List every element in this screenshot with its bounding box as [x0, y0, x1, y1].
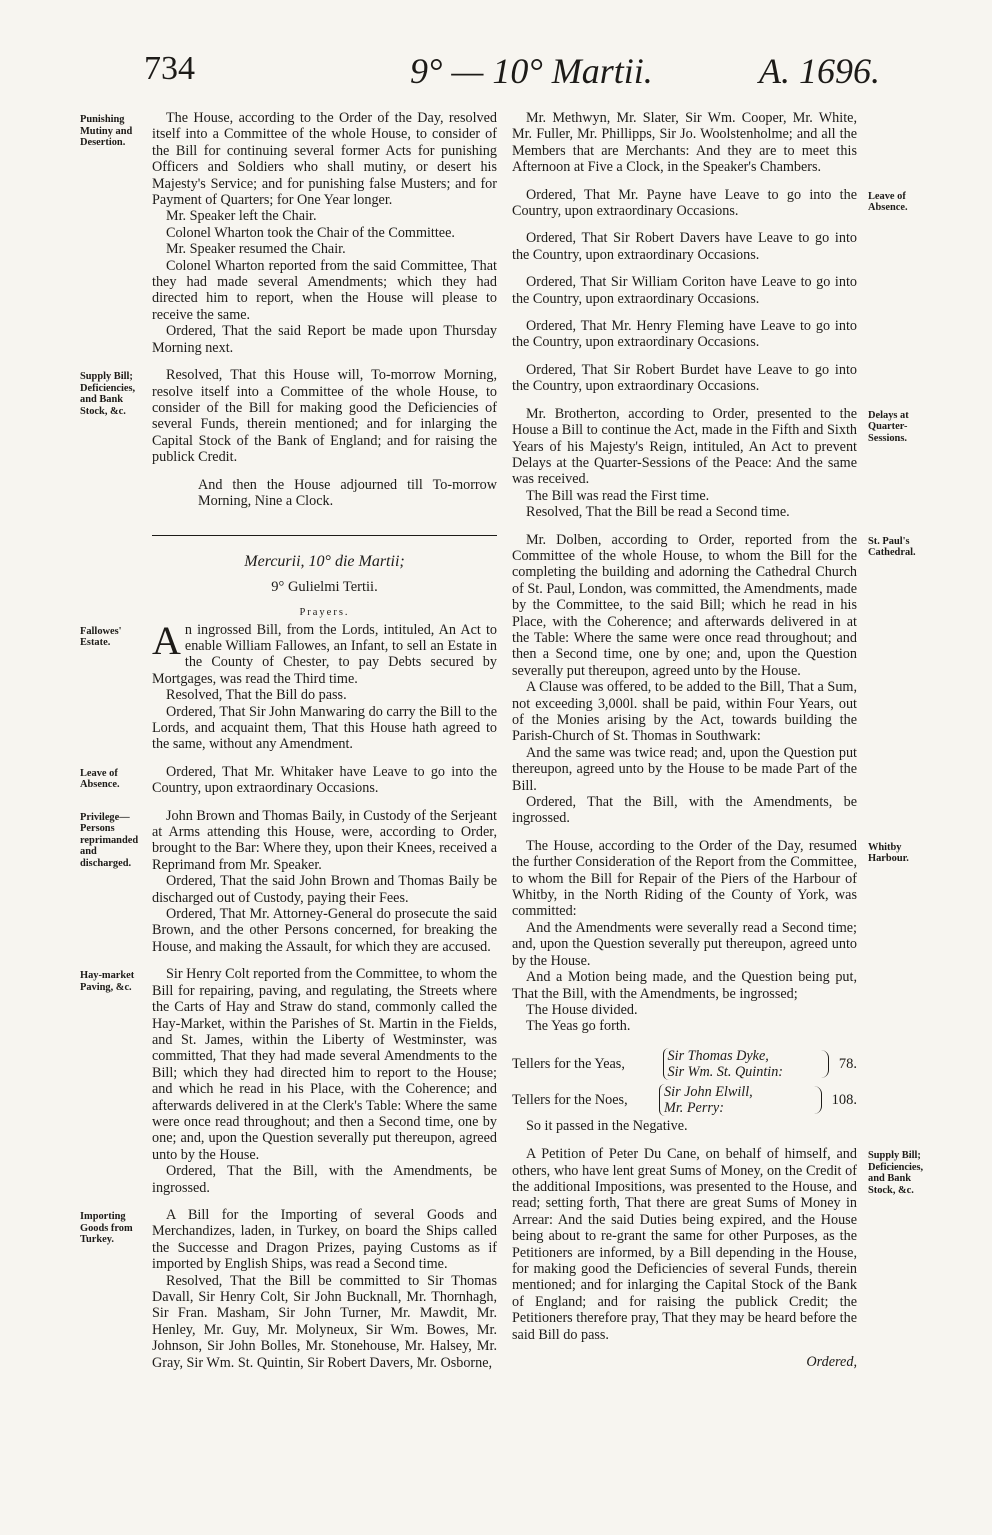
- entry-paragraph: Ordered, That the said John Brown and Thomas Baily be discharged out of Custody, paying their Fees.: [152, 873, 497, 906]
- entry-paragraph: The House, according to the Order of the Day, resumed the further Consideration of the Report from the Committee, to whom the Bill for Repair of the Piers of the Harbour of Whitby, in the North Riding of the County of York, was committed:: [512, 837, 857, 920]
- tellers-label: Tellers for the Yeas,: [512, 1055, 625, 1072]
- entry-paragraph: The House, according to the Order of the Day, resolved itself into a Committee of the whole House, to consider of the Bill for continuing several former Acts for punishing Officers and Soldiers who shall mutiny, or desert his Majesty's Service; and for punishing false Musters; and for Payment of Quarters; for One Year longer.: [152, 110, 497, 209]
- entry-paragraph: A Clause was offered, to be added to the Bill, That a Sum, not exceeding 3,000l. shall be paid, within Four Years, out of the Monies arising by the Act, towards building the Parish-Church of St. Thomas in Southwark:: [512, 679, 857, 745]
- tellers-yeas: [512, 1046, 857, 1082]
- entry-paragraph: An ingrossed Bill, from the Lords, intituled, An Act to enable William Fallowes, an Infant, to sell an Estate in the County of Chester, to pay Debts secured by Mortgages, was read the Third time.: [152, 617, 497, 687]
- page-date: 9° — 10° Martii.: [410, 51, 653, 91]
- margin-note: Importing Goods from Turkey.: [80, 1210, 133, 1246]
- entry-paragraph: A Bill for the Importing of several Goods and Merchandizes, laden, in Turkey, on board the Ships called the Successe and Dragon Prizes, paying Customs as if imported by English Ships, was read a Second time.: [152, 1206, 497, 1273]
- entry-paragraph: John Brown and Thomas Baily, in Custody of the Serjeant at Arms attending this House, were, according to Order, brought to the Bar: Where they, upon their Knees, received a Reprimand from Mr. Speaker.: [152, 807, 497, 873]
- margin-note: Supply Bill; Deficiencies, and Bank Stock, &c.: [868, 1150, 924, 1196]
- entry-paragraph: Mr. Speaker left the Chair.: [166, 208, 317, 225]
- margin-note: Punishing Mutiny and Desertion.: [80, 114, 133, 149]
- entry-paragraph: Ordered, That Mr. Payne have Leave to go into the Country, upon extraordinary Occasions.: [512, 186, 857, 220]
- adjournment: And then the House adjourned till To-morrow Morning, Nine a Clock.: [198, 476, 497, 509]
- entry-paragraph: The Bill was read the First time.: [526, 487, 710, 504]
- entry-paragraph: Resolved, That this House will, To-morrow Morning, resolve itself into a Committee of the whole House, to consider of the Bill for making good the Deficiencies of several Funds, therein mentioned; and for inlarging the Capital Stock of the Bank of England; and for raising the publick Credit.: [152, 367, 497, 466]
- entry-paragraph: Ordered, That Sir Robert Davers have Leave to go into the Country, upon extraordinary Occasions.: [512, 230, 857, 263]
- entry-paragraph: And the Amendments were severally read a Second time; and, upon the Question severally put thereupon, agreed unto by the House.: [512, 919, 857, 969]
- page-number: 734: [144, 50, 195, 87]
- entry-paragraph: A Petition of Peter Du Cane, on behalf of himself, and others, who have lent great Sums of Money, on the Credit of the additional Impositions, was presented to the House, and read; setting forth, That there are great Sums of Money in Arrear: And the said Duties being expired, and the House being about to re-grant the same for other Purposes, as the Petitioners are informed, by a Bill depending in the House, for making good the Deficiencies of several Funds, therein mentioned; and for inlarging the Capital Stock of the Bank of England; and for raising the publick Credit; the Petitioners therefore pray, That they may be heard before the said Bill do pass.: [512, 1146, 857, 1343]
- teller-name: Sir Thomas Dyke,: [667, 1047, 769, 1064]
- journal-entry: [512, 362, 857, 395]
- margin-note: Fallowes' Estate.: [80, 625, 122, 649]
- margin-note: Whitby Harbour.: [868, 841, 909, 865]
- drop-cap: A: [152, 617, 181, 663]
- journal-entry: [512, 186, 908, 220]
- entry-paragraph: Ordered, That Sir William Coriton have Leave to go into the Country, upon extraordinary Occasions.: [512, 274, 857, 307]
- division-tellers: [512, 1046, 857, 1118]
- margin-note: Supply Bill; Deficiencies, and Bank Stock, &c.: [80, 371, 136, 417]
- entry-paragraph: Ordered, That the Bill, with the Amendments, be ingrossed.: [152, 1163, 497, 1196]
- page-header: [140, 50, 880, 102]
- journal-entry: [512, 837, 909, 1035]
- teller-name: Mr. Perry:: [664, 1099, 724, 1116]
- section-rule: [152, 535, 497, 536]
- entry-paragraph: Ordered, That Sir Robert Burdet have Leave to go into the Country, upon extraordinary Occasions.: [512, 361, 857, 395]
- tellers-names: [663, 1048, 815, 1080]
- noes-count: 108.: [831, 1091, 857, 1108]
- tellers-names: [659, 1084, 807, 1116]
- entry-paragraph: Ordered, That the said Report be made upon Thursday Morning next.: [152, 323, 497, 356]
- tellers-label: Tellers for the Noes,: [512, 1091, 628, 1108]
- journal-entry: [80, 763, 497, 797]
- entry-paragraph: Resolved, That the Bill do pass.: [166, 687, 347, 704]
- tellers-noes: [512, 1082, 857, 1118]
- journal-entry: [80, 110, 497, 356]
- teller-name: Sir John Elwill,: [664, 1083, 753, 1100]
- journal-entry: [80, 807, 497, 956]
- journal-entry: [80, 966, 497, 1196]
- entry-paragraph: Mr. Dolben, according to Order, reported from the Committee of the whole House, to whom the Bill for the completing the building and adorning the Cathedral Church of St. Paul, London, was committed, the Amendments, made by the Committee, to the said Bill; which he read in his Place, with the Coherence; and afterwards delivered in at the Table: Where the same were once read throughout; and then a Second time, one by one; and, upon the Question severally put thereupon, agreed unto by the House.: [512, 531, 857, 679]
- journal-entry: [512, 405, 909, 521]
- entry-paragraph: And the same was twice read; and, upon the Question put thereupon, agreed unto by the House to be made Part of the Bill.: [512, 744, 857, 794]
- journal-entry: [512, 230, 857, 263]
- entry-paragraph: Resolved, That the Bill be committed to Sir Thomas Davall, Sir Henry Colt, Sir John Bucknall, Mr. Thornhagh, Sir Fran. Masham, Sir John Turner, Mr. Mawdit, Mr. Henley, Mr. Guy, Mr. Molyneux, Sir Wm. Bowes, Mr. Johnson, Sir John Bolles, Mr. Stonehouse, Mr. Halsey, Mr. Gray, Sir Wm. St. Quintin, Sir Robert Davers, Mr. Osborne,: [152, 1272, 497, 1371]
- entry-paragraph: Mr. Speaker resumed the Chair.: [166, 241, 346, 258]
- entry-paragraph: The Yeas go forth.: [526, 1018, 631, 1035]
- journal-entry: [512, 1146, 924, 1343]
- day-heading: Mercurii, 10° die Martii;: [244, 553, 405, 571]
- entry-paragraph: Mr. Brotherton, according to Order, presented to the House a Bill to continue the Act, made in the Fifth and Sixth Years of his Majesty's Reign, intituled, An Act to prevent Delays at the Quarter-Sessions of the Peace: And the same was received.: [512, 405, 857, 488]
- margin-note: Delays at Quarter-Sessions.: [868, 409, 909, 444]
- prayers-heading: Prayers.: [299, 607, 350, 619]
- brace: [814, 1050, 829, 1078]
- entry-paragraph: Ordered, That the Bill, with the Amendments, be ingrossed.: [512, 794, 857, 827]
- yeas-count: 78.: [838, 1055, 857, 1072]
- entry-paragraph: Colonel Wharton took the Chair of the Committee.: [166, 224, 455, 241]
- journal-entry: [80, 367, 497, 466]
- right-column: [512, 110, 924, 1370]
- reign-line: 9° Gulielmi Tertii.: [271, 578, 378, 595]
- entry-paragraph: Mr. Methwyn, Mr. Slater, Sir Wm. Cooper, Mr. White, Mr. Fuller, Mr. Phillipps, Sir Jo. Woolstenholme; and all the Members that are Merchants: And they are to meet this Afternoon at Five a Clock, in the Speaker's Chambers.: [512, 110, 857, 176]
- left-column: [80, 110, 497, 1382]
- margin-note: St. Paul's Cathedral.: [868, 535, 916, 559]
- entry-paragraph: Resolved, That the Bill be read a Second time.: [526, 504, 790, 521]
- journal-entry: [512, 110, 857, 176]
- brace: [807, 1086, 821, 1114]
- entry-paragraph: Ordered, That Mr. Henry Fleming have Leave to go into the Country, upon extraordinary Occasions.: [512, 318, 857, 351]
- entry-paragraph: Ordered, That Mr. Attorney-General do prosecute the said Brown, and the other Persons concerned, for breaking the House, and making the Assault, for which they are accused.: [152, 906, 497, 955]
- margin-note: Privilege— Persons reprimanded and discharged.: [80, 811, 139, 869]
- entry-paragraph: Sir Henry Colt reported from the Committee, to whom the Bill for repairing, paving, and regulating, the Streets where the Carts of Hay and Straw do stand, commonly called the Hay-Market, within the Parishes of St. Martin in the Fields, and St. James, within the Liberty of Westminster, was committed, That they had made several Amendments to the Bill; which they had directed him to report to the House; and which he read in his Place, with the Coherence; and afterwards delivered in at the Clerk's Table: Where the same were once read throughout; and then a Second time, one by one; and, upon the Question severally put thereupon, agreed unto by the House.: [152, 966, 497, 1163]
- division-result: So it passed in the Negative.: [526, 1117, 688, 1134]
- journal-entry: [80, 617, 497, 753]
- margin-note: Hay-market Paving, &c.: [80, 970, 135, 993]
- journal-entry: [512, 274, 857, 307]
- entry-paragraph: Ordered, That Sir John Manwaring do carry the Bill to the Lords, and acquaint them, That this House hath agreed to the same, without any Amendment.: [152, 703, 497, 753]
- teller-name: Sir Wm. St. Quintin:: [667, 1063, 784, 1080]
- page-year: A. 1696.: [759, 51, 880, 91]
- entry-paragraph: Colonel Wharton reported from the said Committee, That they had made several Amendments; which they had directed him to report, when the House will please to receive the same.: [152, 257, 497, 323]
- entry-paragraph: Ordered, That Mr. Whitaker have Leave to go into the Country, upon extraordinary Occasions.: [152, 763, 497, 797]
- margin-note: Leave of Absence.: [80, 767, 120, 791]
- margin-note: Leave of Absence.: [868, 190, 908, 214]
- journal-entry: [512, 318, 857, 351]
- entry-paragraph: And a Motion being made, and the Question being put, That the Bill, with the Amendments, be ingrossed;: [512, 969, 857, 1002]
- journal-entry: [512, 531, 916, 827]
- catchword: Ordered,: [806, 1354, 857, 1370]
- entry-paragraph: The House divided.: [526, 1001, 638, 1018]
- journal-entry: [80, 1206, 497, 1371]
